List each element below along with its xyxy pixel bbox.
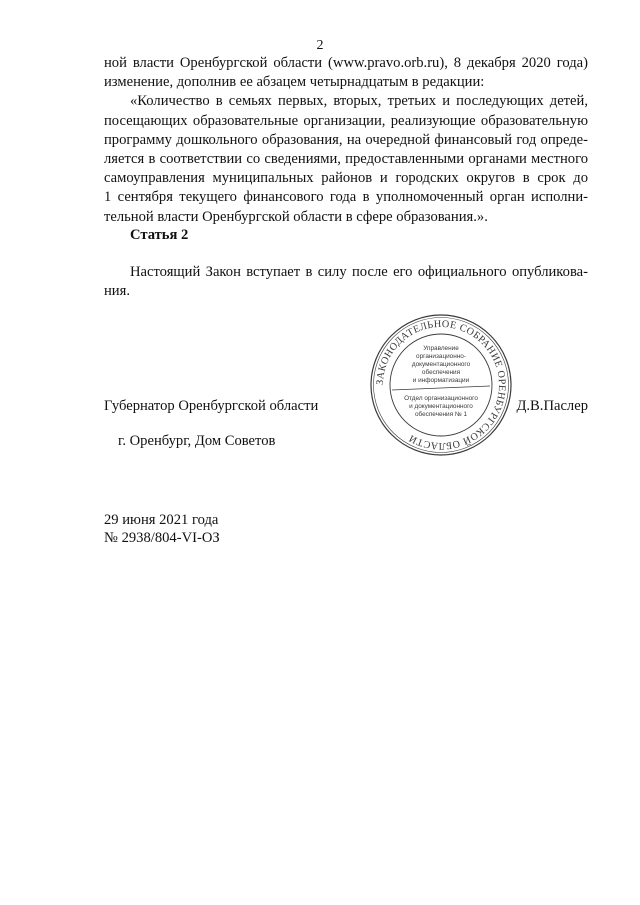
seal-inner-text: Отдел организационного (404, 395, 478, 402)
text-line: 1 сентября текущего финансового года в уполномоченный орган исполни- (104, 189, 588, 206)
seal-inner-text: и информатизации (412, 377, 470, 384)
signer-name: Д.В.Паслер (516, 398, 588, 414)
text-line: изменение, дополнив ее абзацем четырнадцатым в редакции: (104, 74, 485, 91)
seal-inner-text: организационно- (416, 353, 466, 360)
seal-inner-text: документационного (411, 361, 471, 368)
text-line: ния. (104, 283, 130, 300)
seal-ring-text: ЗАКОНОДАТЕЛЬНОЕ СОБРАНИЕ ОРЕНБУРГСКОЙ ОБЛАСТИ (374, 318, 508, 452)
seal-outer-ring (371, 315, 511, 455)
text-line: посещающих образовательные организации, реализующие образовательную (104, 112, 588, 129)
text-line: ной власти Оренбургской области (www.pravo.orb.ru), 8 декабря 2020 года) (104, 55, 588, 71)
law-number: № 2938/804-VI-ОЗ (104, 530, 220, 546)
page-number: 2 (316, 38, 324, 53)
signer-title: Губернатор Оренбургской области (104, 398, 319, 414)
text-line: ляется в соответствии со сведениями, предоставленными органами местного (104, 150, 588, 167)
seal-inner-text: и документационного (409, 403, 473, 410)
text-line: программу дошкольного образования, на очередной финансовый год опреде- (104, 131, 588, 148)
text-line: самоуправления муниципальных районов и городских округов в срок до (104, 170, 588, 187)
official-seal (368, 312, 514, 458)
seal-divider (392, 386, 490, 390)
seal-inner-text: обеспечения № 1 (414, 411, 468, 418)
text-line: Настоящий Закон вступает в силу после его официального опубликова- (130, 264, 588, 280)
article-2-text (104, 263, 588, 301)
seal-outer-ring-inner (374, 318, 509, 453)
seal-inner-text: Управление (423, 345, 459, 352)
text-line: тельной власти Оренбургской области в сфере образования.». (104, 208, 488, 225)
seal-inner-text: обеспечения (421, 369, 461, 376)
article-1-text (104, 54, 588, 227)
article-2-heading: Статья 2 (130, 227, 189, 243)
signing-place: г. Оренбург, Дом Советов (118, 433, 276, 449)
text-line: «Количество в семьях первых, вторых, третьих и последующих детей, (130, 93, 588, 110)
law-date: 29 июня 2021 года (104, 512, 219, 528)
